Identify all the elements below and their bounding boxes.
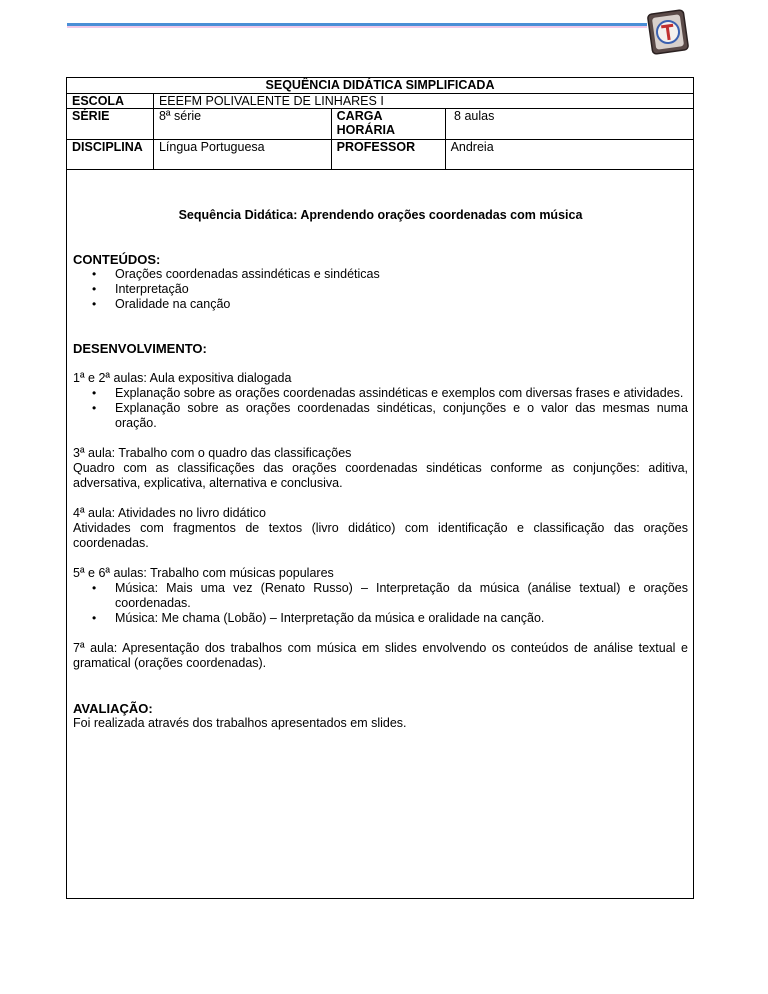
serie-label: SÉRIE xyxy=(67,109,154,140)
disciplina-value: Língua Portuguesa xyxy=(153,140,331,170)
aula7-text: 7ª aula: Apresentação dos trabalhos com música em slides envolvendo os conteúdos de análise textual e gramatical (orações coordenadas). xyxy=(73,641,688,670)
aula4-text: Atividades com fragmentos de textos (livro didático) com identificação e classificação das orações coordenadas. xyxy=(73,521,688,550)
list-item: • Explanação sobre as orações coordenadas assindéticas e exemplos com diversas frases e atividades. xyxy=(115,386,688,401)
list-item: • Interpretação xyxy=(115,282,688,297)
list-item: • Orações coordenadas assindéticas e sindéticas xyxy=(115,267,688,282)
conteudos-list xyxy=(73,267,688,312)
school-logo-icon xyxy=(644,8,692,56)
aula4-title: 4ª aula: Atividades no livro didático xyxy=(73,506,266,520)
disciplina-label: DISCIPLINA xyxy=(67,140,154,170)
avaliacao-text: Foi realizada através dos trabalhos apresentados em slides. xyxy=(73,716,407,730)
escola-label: ESCOLA xyxy=(67,94,154,109)
carga-label-line2: HORÁRIA xyxy=(336,123,395,137)
carga-label-line1: CARGA xyxy=(336,109,383,123)
list-item: • Oralidade na canção xyxy=(115,297,688,312)
list-item: • Música: Mais uma vez (Renato Russo) – Interpretação da música (análise textual) e orações coordenadas. xyxy=(115,581,688,611)
professor-value: Andreia xyxy=(445,140,693,170)
serie-value: 8ª série xyxy=(153,109,331,140)
list-item: • Explanação sobre as orações coordenadas sindéticas, conjunções e o valor das mesmas numa oração. xyxy=(115,401,688,431)
carga-value xyxy=(445,109,693,140)
aula3-text: Quadro com as classificações das orações coordenadas sindéticas conforme as conjunções: aditiva, adversativa, explicativa, alternativa e conclusiva. xyxy=(73,461,688,490)
carga-value-text: 8 aulas xyxy=(454,109,495,123)
avaliacao-heading: AVALIAÇÃO: xyxy=(73,701,153,716)
aula3-title: 3ª aula: Trabalho com o quadro das classificações xyxy=(73,446,352,460)
aula12-list xyxy=(73,386,688,431)
header-rule-shadow xyxy=(67,26,647,28)
info-table xyxy=(66,77,694,170)
escola-value: EEEFM POLIVALENTE DE LINHARES I xyxy=(153,94,693,109)
aula56-list xyxy=(73,581,688,626)
table-title: SEQUÊNCIA DIDÁTICA SIMPLIFICADA xyxy=(67,78,694,94)
list-item: • Música: Me chama (Lobão) – Interpretação da música e oralidade na canção. xyxy=(115,611,688,626)
desenvolvimento-heading: DESENVOLVIMENTO: xyxy=(73,341,207,356)
carga-label xyxy=(331,109,445,140)
professor-label: PROFESSOR xyxy=(331,140,445,170)
aula12-title: 1ª e 2ª aulas: Aula expositiva dialogada xyxy=(73,371,292,385)
aula56-title: 5ª e 6ª aulas: Trabalho com músicas populares xyxy=(73,566,334,580)
sequence-title: Sequência Didática: Aprendendo orações coordenadas com música xyxy=(178,208,583,222)
conteudos-heading: CONTEÚDOS: xyxy=(73,252,161,267)
sequence-content xyxy=(73,208,688,731)
